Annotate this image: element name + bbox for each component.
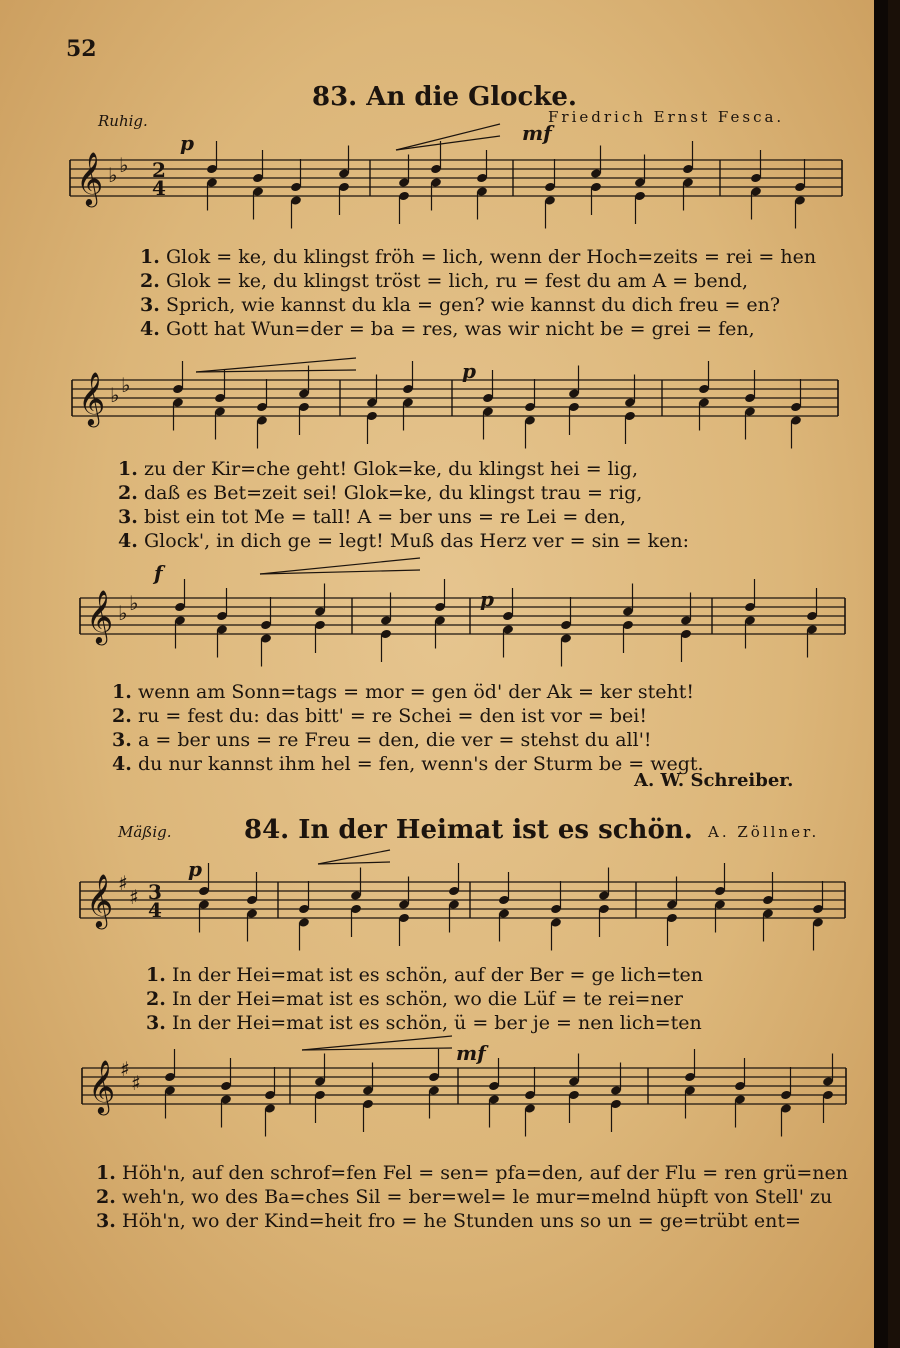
song-83-lyric-line: 4. du nur kannst ihm hel = fen, wenn's der Sturm be = wegt. [112, 753, 704, 775]
song-84-lyric-line: 2. In der Hei=mat ist es schön, wo die Lüf = te rei=ner [146, 988, 684, 1010]
song-83-lyric-line: 2. daß es Bet=zeit sei! Glok=ke, du klingst trau = rig, [118, 482, 643, 504]
flat-sign: ♭ [119, 153, 129, 177]
sharp-sign: ♯ [131, 1071, 141, 1095]
flat-sign: ♭ [121, 373, 131, 397]
song-83-title: 83. An die Glocke. [312, 82, 577, 112]
flat-sign: ♭ [129, 591, 139, 615]
sharp-sign: ♯ [129, 885, 139, 909]
song-84-composer: A. Zöllner. [708, 823, 820, 841]
treble-clef: 𝄞 [76, 151, 104, 205]
song-84-title: 84. In der Heimat ist es schön. [244, 815, 693, 845]
dynamic-marking: mf [522, 121, 552, 145]
flat-sign: ♭ [118, 601, 128, 625]
song-84-lyric-line: 1. In der Hei=mat ist es schön, auf der Ber = ge lich=ten [146, 964, 704, 986]
song-84-lyric-line: 1. Höh'n, auf den schrof=fen Fel = sen= pfa=den, auf der Flu = ren grü=nen [96, 1162, 848, 1184]
flat-sign: ♭ [108, 163, 118, 187]
song-83-lyric-line: 3. Sprich, wie kannst du kla = gen? wie kannst du dich freu = en? [140, 294, 781, 316]
hairpin [396, 124, 500, 150]
song-84-tempo: Mäßig. [118, 823, 172, 841]
sharp-sign: ♯ [120, 1057, 130, 1081]
treble-clef: 𝄞 [88, 1059, 116, 1113]
treble-clef: 𝄞 [86, 873, 114, 927]
treble-clef: 𝄞 [86, 589, 114, 643]
song-84-lyric-line: 3. Höh'n, wo der Kind=heit fro = he Stunden uns so un = ge=trübt ent= [96, 1210, 801, 1232]
hairpin [396, 136, 500, 150]
song-84-lyric-line: 3. In der Hei=mat ist es schön, ü = ber je = nen lich=ten [146, 1012, 702, 1034]
time-signature: 4 [152, 176, 166, 200]
song-83-lyric-line: 1. wenn am Sonn=tags = mor = gen öd' der Ak = ker steht! [112, 681, 694, 703]
song-83-lyric-line: 2. ru = fest du: das bitt' = re Schei = den ist vor = bei! [112, 705, 648, 727]
song-83-lyric-line: 4. Gott hat Wun=der = ba = res, was wir nicht be = grei = fen, [140, 318, 755, 340]
dynamic-marking: f [154, 561, 163, 585]
dynamic-marking: p [462, 359, 476, 383]
song-83-lyric-line: 1. zu der Kir=che geht! Glok=ke, du klingst hei = lig, [118, 458, 639, 480]
song-84-lyric-line: 2. weh'n, wo des Ba=ches Sil = ber=wel= le mur=melnd hüpft von Stell' zu [96, 1186, 833, 1208]
song-83-lyric-line: 4. Glock', in dich ge = legt! Muß das Herz ver = sin = ken: [118, 530, 690, 552]
dynamic-marking: mf [456, 1041, 486, 1065]
song-83-lyric-line: 2. Glok = ke, du klingst tröst = lich, ru = fest du am A = bend, [140, 270, 749, 292]
song-83-lyric-line: 3. bist ein tot Me = tall! A = ber uns = re Lei = den, [118, 506, 626, 528]
dynamic-marking: p [480, 587, 494, 611]
song-83-tempo: Ruhig. [98, 112, 148, 130]
dynamic-marking: p [180, 131, 194, 155]
time-signature: 2 [152, 158, 166, 182]
flat-sign: ♭ [110, 383, 120, 407]
time-signature: 4 [148, 898, 162, 922]
treble-clef: 𝄞 [78, 371, 106, 425]
dynamic-marking: p [188, 857, 202, 881]
song-83-composer: Friedrich Ernst Fesca. [548, 108, 785, 126]
song-83-lyric-line: 1. Glok = ke, du klingst fröh = lich, wenn der Hoch=zeits = rei = hen [140, 246, 817, 268]
song-83-lyricist: A. W. Schreiber. [634, 770, 794, 791]
time-signature: 3 [148, 880, 162, 904]
song-83-lyric-line: 3. a = ber uns = re Freu = den, die ver = stehst du all'! [112, 729, 652, 751]
page-number: 52 [66, 36, 97, 62]
sharp-sign: ♯ [118, 871, 128, 895]
